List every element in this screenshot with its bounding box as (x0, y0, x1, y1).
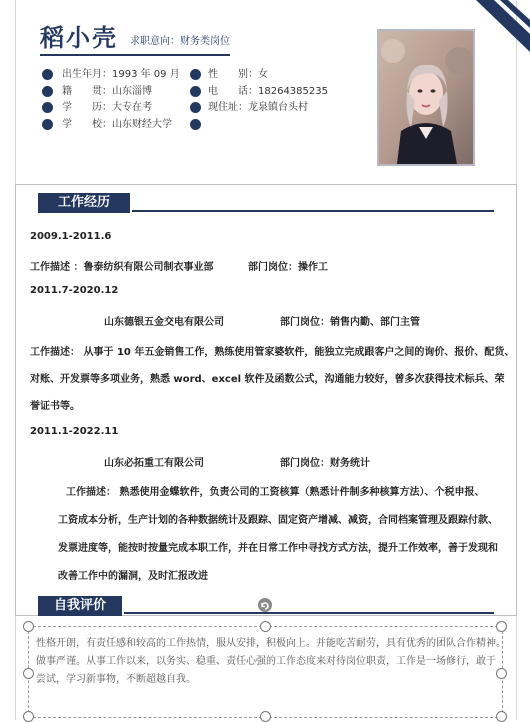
job1-date: 2009.1-2011.6 (30, 231, 112, 242)
bullet-icon (42, 69, 53, 80)
bullet-icon (42, 119, 53, 130)
resize-handle[interactable] (496, 668, 507, 679)
resize-handle[interactable] (496, 621, 507, 632)
job1-position: 部门岗位：操作工 (248, 262, 328, 273)
self-section-header: 自我评价 (38, 596, 122, 616)
job2-position: 部门岗位：销售内勤、部门主管 (280, 317, 420, 328)
job3-detail-line: 工资成本分析，生产计划的各种数据统计及跟踪、固定资产增减、减资，合同档案管理及跟踪付款、 (58, 515, 498, 526)
rotate-handle-icon[interactable] (258, 598, 272, 612)
profile-photo (377, 29, 475, 166)
job2-company: 山东德银五金交电有限公司 (104, 317, 224, 328)
self-eval-line[interactable]: 做事严谨。从事工作以来，以务实、稳重、责任心强的工作态度来对待岗位职责，工作是一场修行，敢于 (36, 656, 496, 667)
resize-handle[interactable] (260, 621, 271, 632)
resize-handle[interactable] (260, 711, 271, 722)
job3-detail-line: 改善工作中的漏洞，及时汇报改进 (58, 571, 208, 582)
resize-handle[interactable] (23, 668, 34, 679)
work-section-rule (132, 210, 494, 212)
self-eval-line[interactable]: 尝试，学习新事物，不断超越自我。 (36, 674, 196, 685)
job2-date: 2011.7-2020.12 (30, 285, 119, 296)
phone-info: 电 话：18264385235 (208, 86, 328, 97)
name-underline (40, 54, 230, 56)
job3-date: 2011.1-2022.11 (30, 426, 119, 437)
native-info: 籍 贯：山东淄博 (62, 86, 152, 97)
birth-info: 出生年月：1993 年 09 月 (62, 69, 180, 80)
resize-handle[interactable] (496, 711, 507, 722)
job3-detail-line: 工作描述： 熟悉使用金蝶软件，负责公司的工资核算（熟悉计件制多种核算方法）、个税申报、 (66, 487, 485, 498)
job-intent: 求职意向：财务类岗位 (130, 36, 230, 47)
bullet-icon (190, 119, 201, 130)
gender-info: 性 别：女 (208, 69, 268, 80)
resize-handle[interactable] (23, 621, 34, 632)
bullet-icon (42, 102, 53, 113)
header-accent (28, 193, 36, 213)
education-info: 学 历：大专在考 (62, 102, 152, 113)
school-info: 学 校：山东财经大学 (62, 119, 172, 130)
bullet-icon (42, 86, 53, 97)
bullet-icon (190, 86, 201, 97)
job3-position: 部门岗位：财务统计 (280, 458, 370, 469)
address-info: 现住址：龙泉镇台头村 (208, 102, 308, 113)
job2-detail-line: 对账、开发票等多项业务，熟悉 word、excel 软件及函数公式，沟通能力较好，曾多次获得技术标兵、荣 (30, 374, 505, 385)
self-eval-line[interactable]: 性格开朗，有责任感和较高的工作热情，服从安排，积极向上。并能吃苦耐劳，具有优秀的团队合作精神。 (36, 638, 506, 649)
job3-detail-line: 发票进度等，能按时按量完成本职工作，并在日常工作中寻找方式方法，提升工作效率，善于发现和 (58, 543, 498, 554)
bullet-icon (190, 102, 201, 113)
resize-handle[interactable] (23, 711, 34, 722)
job2-detail-line: 誉证书等。 (30, 401, 80, 412)
bullet-icon (190, 69, 201, 80)
job1-description: 工作描述 ：鲁泰纺织有限公司制衣事业部 (30, 262, 214, 273)
self-section-rule (124, 612, 494, 614)
candidate-name: 稻小壳 (40, 24, 118, 52)
job2-detail-line: 工作描述： 从事于 10 年五金销售工作，熟练使用管家婆软件，能独立完成跟客户之间的询价、报价、配货、 (30, 347, 515, 358)
job3-company: 山东必拓重工有限公司 (104, 458, 204, 469)
work-section-header: 工作经历 (38, 193, 130, 213)
